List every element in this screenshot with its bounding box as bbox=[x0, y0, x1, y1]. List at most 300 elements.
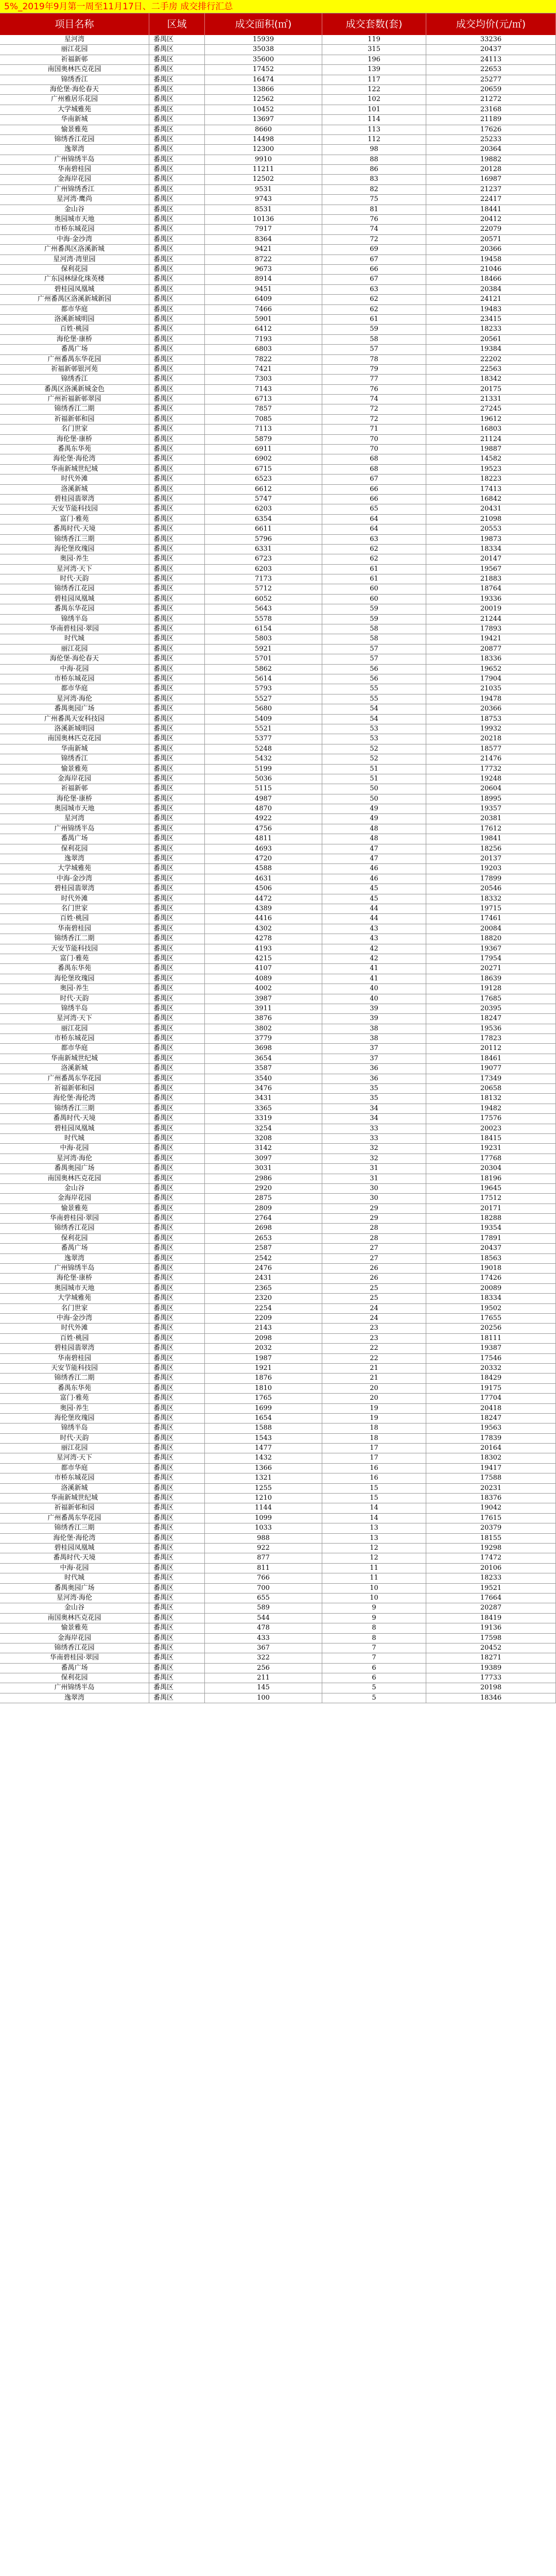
table-row bbox=[0, 1394, 556, 1403]
cell-area: 1432 bbox=[205, 1453, 322, 1463]
cell-avg-price: 17733 bbox=[426, 1673, 556, 1683]
table-row bbox=[0, 864, 556, 874]
cell-units: 72 bbox=[322, 235, 426, 244]
cell-area: 100 bbox=[205, 1693, 322, 1703]
cell-district: 番禺区 bbox=[149, 275, 205, 284]
cell-avg-price: 20381 bbox=[426, 814, 556, 823]
cell-avg-price: 20877 bbox=[426, 645, 556, 654]
cell-project-name: 奥园城市天地 bbox=[0, 215, 149, 224]
cell-units: 46 bbox=[322, 864, 426, 873]
cell-district: 番禺区 bbox=[149, 565, 205, 574]
cell-area: 1255 bbox=[205, 1484, 322, 1493]
cell-project-name: 锦绣香江二期 bbox=[0, 1374, 149, 1383]
cell-district: 番禺区 bbox=[149, 1623, 205, 1633]
cell-district: 番禺区 bbox=[149, 814, 205, 823]
cell-units: 49 bbox=[322, 804, 426, 814]
cell-district: 番禺区 bbox=[149, 1304, 205, 1313]
cell-avg-price: 19563 bbox=[426, 1423, 556, 1433]
cell-avg-price: 19357 bbox=[426, 804, 556, 814]
cell-area: 5921 bbox=[205, 645, 322, 654]
cell-district: 番禺区 bbox=[149, 794, 205, 804]
cell-avg-price: 17893 bbox=[426, 624, 556, 634]
cell-area: 5199 bbox=[205, 765, 322, 774]
cell-district: 番禺区 bbox=[149, 295, 205, 304]
cell-avg-price: 18288 bbox=[426, 1214, 556, 1223]
cell-area: 7193 bbox=[205, 335, 322, 344]
cell-avg-price: 20553 bbox=[426, 524, 556, 534]
cell-avg-price: 18577 bbox=[426, 744, 556, 754]
cell-district: 番禺区 bbox=[149, 435, 205, 444]
cell-units: 66 bbox=[322, 265, 426, 274]
cell-area: 811 bbox=[205, 1564, 322, 1573]
cell-units: 39 bbox=[322, 1014, 426, 1023]
cell-area: 4002 bbox=[205, 984, 322, 993]
cell-district: 番禺区 bbox=[149, 884, 205, 893]
cell-avg-price: 20112 bbox=[426, 1044, 556, 1053]
table-row bbox=[0, 1274, 556, 1283]
cell-district: 番禺区 bbox=[149, 1464, 205, 1473]
cell-units: 41 bbox=[322, 964, 426, 973]
cell-district: 番禺区 bbox=[149, 1484, 205, 1493]
cell-project-name: 祈福新邨和园 bbox=[0, 1503, 149, 1513]
cell-units: 53 bbox=[322, 734, 426, 743]
cell-project-name: 星河湾·湾里园 bbox=[0, 255, 149, 264]
cell-district: 番禺区 bbox=[149, 1664, 205, 1673]
cell-units: 72 bbox=[322, 415, 426, 424]
table-row bbox=[0, 814, 556, 824]
cell-units: 50 bbox=[322, 794, 426, 804]
cell-area: 1033 bbox=[205, 1523, 322, 1533]
cell-project-name: 星河湾·海伦 bbox=[0, 1154, 149, 1163]
cell-project-name: 碧桂园翡翠湾 bbox=[0, 1344, 149, 1353]
cell-avg-price: 18461 bbox=[426, 1054, 556, 1063]
cell-area: 5643 bbox=[205, 604, 322, 614]
cell-district: 番禺区 bbox=[149, 704, 205, 714]
cell-avg-price: 21476 bbox=[426, 754, 556, 764]
cell-avg-price: 17546 bbox=[426, 1354, 556, 1363]
cell-units: 52 bbox=[322, 744, 426, 754]
cell-district: 番禺区 bbox=[149, 1514, 205, 1523]
cell-area: 5747 bbox=[205, 495, 322, 504]
cell-project-name: 番禺时代·天境 bbox=[0, 1553, 149, 1563]
cell-district: 番禺区 bbox=[149, 674, 205, 684]
cell-avg-price: 19502 bbox=[426, 1304, 556, 1313]
cell-district: 番禺区 bbox=[149, 1473, 205, 1483]
cell-project-name: 时代外滩 bbox=[0, 474, 149, 484]
cell-area: 4631 bbox=[205, 874, 322, 884]
cell-area: 1144 bbox=[205, 1503, 322, 1513]
cell-units: 25 bbox=[322, 1294, 426, 1303]
table-row bbox=[0, 624, 556, 634]
cell-project-name: 锦绣香江 bbox=[0, 375, 149, 384]
cell-project-name: 祈福新邨和园 bbox=[0, 1084, 149, 1093]
table-row bbox=[0, 604, 556, 614]
cell-project-name: 中海·金沙湾 bbox=[0, 1314, 149, 1323]
cell-avg-price: 18247 bbox=[426, 1014, 556, 1023]
cell-district: 番禺区 bbox=[149, 994, 205, 1004]
cell-units: 70 bbox=[322, 435, 426, 444]
cell-units: 41 bbox=[322, 974, 426, 984]
cell-units: 30 bbox=[322, 1184, 426, 1193]
table-row bbox=[0, 754, 556, 764]
cell-project-name: 时代城 bbox=[0, 1573, 149, 1583]
table-row bbox=[0, 1244, 556, 1253]
cell-units: 68 bbox=[322, 454, 426, 464]
cell-district: 番禺区 bbox=[149, 245, 205, 254]
table-row bbox=[0, 1294, 556, 1303]
cell-area: 6203 bbox=[205, 504, 322, 514]
cell-district: 番禺区 bbox=[149, 1124, 205, 1133]
cell-area: 766 bbox=[205, 1573, 322, 1583]
table-row bbox=[0, 665, 556, 674]
cell-area: 15939 bbox=[205, 35, 322, 44]
cell-area: 589 bbox=[205, 1603, 322, 1613]
table-row bbox=[0, 1573, 556, 1583]
cell-district: 番禺区 bbox=[149, 355, 205, 364]
cell-district: 番禺区 bbox=[149, 1643, 205, 1653]
table-row bbox=[0, 1144, 556, 1154]
cell-units: 62 bbox=[322, 305, 426, 314]
cell-units: 49 bbox=[322, 814, 426, 823]
cell-district: 番禺区 bbox=[149, 1044, 205, 1053]
table-row bbox=[0, 1194, 556, 1204]
cell-avg-price: 18639 bbox=[426, 974, 556, 984]
cell-district: 番禺区 bbox=[149, 784, 205, 793]
cell-district: 番禺区 bbox=[149, 584, 205, 594]
cell-district: 番禺区 bbox=[149, 55, 205, 64]
table-row bbox=[0, 1044, 556, 1054]
table-row bbox=[0, 1234, 556, 1244]
cell-units: 11 bbox=[322, 1573, 426, 1583]
cell-project-name: 富门·雅苑 bbox=[0, 1394, 149, 1403]
cell-area: 2764 bbox=[205, 1214, 322, 1223]
table-row bbox=[0, 35, 556, 45]
cell-project-name: 名门世家 bbox=[0, 425, 149, 434]
cell-units: 71 bbox=[322, 425, 426, 434]
table-row bbox=[0, 504, 556, 514]
cell-units: 7 bbox=[322, 1653, 426, 1663]
cell-area: 13866 bbox=[205, 85, 322, 94]
cell-units: 61 bbox=[322, 315, 426, 324]
cell-district: 番禺区 bbox=[149, 904, 205, 913]
cell-area: 5701 bbox=[205, 654, 322, 664]
cell-units: 63 bbox=[322, 285, 426, 294]
cell-project-name: 广州锦绣香江 bbox=[0, 185, 149, 194]
cell-project-name: 时代外滩 bbox=[0, 1324, 149, 1333]
cell-avg-price: 21244 bbox=[426, 615, 556, 624]
cell-avg-price: 19932 bbox=[426, 724, 556, 734]
cell-project-name: 奥园·养生 bbox=[0, 984, 149, 993]
cell-district: 番禺区 bbox=[149, 1254, 205, 1263]
cell-district: 番禺区 bbox=[149, 774, 205, 784]
cell-area: 5527 bbox=[205, 694, 322, 704]
cell-avg-price: 18111 bbox=[426, 1334, 556, 1343]
cell-project-name: 番禺东华苑 bbox=[0, 445, 149, 454]
cell-avg-price: 19417 bbox=[426, 1464, 556, 1473]
table-row bbox=[0, 1264, 556, 1274]
cell-district: 番禺区 bbox=[149, 724, 205, 734]
table-row bbox=[0, 615, 556, 624]
table-row bbox=[0, 974, 556, 984]
cell-units: 16 bbox=[322, 1464, 426, 1473]
cell-avg-price: 18820 bbox=[426, 934, 556, 943]
table-row bbox=[0, 1693, 556, 1703]
cell-units: 29 bbox=[322, 1214, 426, 1223]
cell-area: 6523 bbox=[205, 474, 322, 484]
table-row bbox=[0, 404, 556, 414]
cell-avg-price: 19652 bbox=[426, 665, 556, 674]
header-avg-price: 成交均价(元/㎡) bbox=[426, 13, 556, 35]
table-row bbox=[0, 674, 556, 684]
table-row bbox=[0, 1614, 556, 1623]
cell-avg-price: 17512 bbox=[426, 1194, 556, 1203]
cell-units: 13 bbox=[322, 1523, 426, 1533]
table-row bbox=[0, 535, 556, 545]
table-row bbox=[0, 465, 556, 474]
cell-area: 7857 bbox=[205, 404, 322, 414]
cell-area: 1654 bbox=[205, 1414, 322, 1423]
cell-avg-price: 19478 bbox=[426, 694, 556, 704]
cell-district: 番禺区 bbox=[149, 1284, 205, 1293]
cell-avg-price: 18334 bbox=[426, 1294, 556, 1303]
cell-district: 番禺区 bbox=[149, 205, 205, 214]
cell-district: 番禺区 bbox=[149, 395, 205, 404]
cell-avg-price: 20395 bbox=[426, 1004, 556, 1013]
cell-project-name: 番禺广场 bbox=[0, 1664, 149, 1673]
cell-avg-price: 19203 bbox=[426, 864, 556, 873]
cell-avg-price: 22202 bbox=[426, 355, 556, 364]
cell-avg-price: 16803 bbox=[426, 425, 556, 434]
table-row bbox=[0, 944, 556, 954]
cell-units: 50 bbox=[322, 784, 426, 793]
cell-units: 59 bbox=[322, 325, 426, 334]
cell-area: 9531 bbox=[205, 185, 322, 194]
cell-units: 15 bbox=[322, 1484, 426, 1493]
cell-area: 8722 bbox=[205, 255, 322, 264]
cell-project-name: 华南新城 bbox=[0, 115, 149, 124]
cell-project-name: 海伦堡玫瑰园 bbox=[0, 1414, 149, 1423]
cell-project-name: 星河湾 bbox=[0, 814, 149, 823]
table-row bbox=[0, 1603, 556, 1613]
cell-project-name: 锦绣香江花园 bbox=[0, 1224, 149, 1233]
cell-avg-price: 17839 bbox=[426, 1434, 556, 1443]
cell-avg-price: 19882 bbox=[426, 155, 556, 164]
cell-units: 36 bbox=[322, 1064, 426, 1073]
cell-avg-price: 25233 bbox=[426, 135, 556, 144]
cell-avg-price: 17413 bbox=[426, 485, 556, 494]
cell-project-name: 广州锦绣半岛 bbox=[0, 824, 149, 834]
cell-units: 34 bbox=[322, 1104, 426, 1113]
cell-units: 23 bbox=[322, 1324, 426, 1333]
cell-area: 6611 bbox=[205, 524, 322, 534]
cell-project-name: 天安节能科技园 bbox=[0, 944, 149, 954]
cell-project-name: 番禺广场 bbox=[0, 834, 149, 843]
cell-units: 59 bbox=[322, 615, 426, 624]
cell-units: 66 bbox=[322, 485, 426, 494]
cell-area: 3431 bbox=[205, 1094, 322, 1103]
cell-units: 88 bbox=[322, 155, 426, 164]
table-row bbox=[0, 1254, 556, 1264]
cell-district: 番禺区 bbox=[149, 595, 205, 604]
table-row bbox=[0, 474, 556, 484]
cell-project-name: 锦绣香江花园 bbox=[0, 1643, 149, 1653]
cell-project-name: 锦绣香江 bbox=[0, 754, 149, 764]
cell-project-name: 华南碧桂园·翠园 bbox=[0, 1653, 149, 1663]
cell-units: 82 bbox=[322, 185, 426, 194]
cell-district: 番禺区 bbox=[149, 1384, 205, 1393]
table-row bbox=[0, 1094, 556, 1104]
cell-area: 5796 bbox=[205, 535, 322, 544]
cell-area: 5578 bbox=[205, 615, 322, 624]
cell-district: 番禺区 bbox=[149, 834, 205, 843]
cell-area: 4278 bbox=[205, 934, 322, 943]
table-row bbox=[0, 954, 556, 964]
cell-units: 8 bbox=[322, 1634, 426, 1643]
cell-avg-price: 20431 bbox=[426, 504, 556, 514]
cell-district: 番禺区 bbox=[149, 145, 205, 154]
cell-area: 2875 bbox=[205, 1194, 322, 1203]
cell-area: 6902 bbox=[205, 454, 322, 464]
table-row bbox=[0, 1623, 556, 1633]
cell-area: 1921 bbox=[205, 1364, 322, 1373]
cell-area: 7085 bbox=[205, 415, 322, 424]
cell-project-name: 时代·天韵 bbox=[0, 994, 149, 1004]
table-row bbox=[0, 1634, 556, 1643]
cell-units: 56 bbox=[322, 674, 426, 684]
cell-units: 43 bbox=[322, 924, 426, 934]
cell-units: 69 bbox=[322, 245, 426, 254]
cell-avg-price: 17461 bbox=[426, 914, 556, 923]
cell-district: 番禺区 bbox=[149, 1034, 205, 1043]
table-row bbox=[0, 724, 556, 734]
cell-area: 2209 bbox=[205, 1314, 322, 1323]
cell-project-name: 南国奥林匹克花园 bbox=[0, 65, 149, 74]
table-row bbox=[0, 205, 556, 215]
table-row bbox=[0, 1334, 556, 1344]
cell-units: 55 bbox=[322, 694, 426, 704]
table-row bbox=[0, 1514, 556, 1523]
cell-project-name: 洛溪新城 bbox=[0, 1064, 149, 1073]
cell-district: 番禺区 bbox=[149, 365, 205, 374]
table-row bbox=[0, 485, 556, 495]
cell-avg-price: 18346 bbox=[426, 1693, 556, 1703]
table-row bbox=[0, 195, 556, 205]
cell-project-name: 逸翠湾 bbox=[0, 1693, 149, 1703]
cell-units: 18 bbox=[322, 1423, 426, 1433]
cell-project-name: 市桥东城花园 bbox=[0, 674, 149, 684]
cell-units: 23 bbox=[322, 1334, 426, 1343]
cell-area: 2365 bbox=[205, 1284, 322, 1293]
table-row bbox=[0, 325, 556, 334]
cell-avg-price: 20412 bbox=[426, 215, 556, 224]
cell-area: 3587 bbox=[205, 1064, 322, 1073]
cell-project-name: 广州番禺东华花园 bbox=[0, 1514, 149, 1523]
cell-units: 47 bbox=[322, 844, 426, 854]
cell-avg-price: 18753 bbox=[426, 715, 556, 724]
table-row bbox=[0, 235, 556, 245]
cell-units: 39 bbox=[322, 1004, 426, 1013]
cell-area: 433 bbox=[205, 1634, 322, 1643]
cell-units: 7 bbox=[322, 1643, 426, 1653]
cell-avg-price: 33236 bbox=[426, 35, 556, 44]
table-row bbox=[0, 1034, 556, 1044]
cell-units: 33 bbox=[322, 1134, 426, 1143]
cell-area: 4720 bbox=[205, 854, 322, 863]
table-row bbox=[0, 245, 556, 255]
cell-district: 番禺区 bbox=[149, 1634, 205, 1643]
cell-project-name: 海伦堡·海伦春天 bbox=[0, 654, 149, 664]
cell-district: 番禺区 bbox=[149, 964, 205, 973]
cell-project-name: 番禺时代·天境 bbox=[0, 1114, 149, 1123]
cell-district: 番禺区 bbox=[149, 654, 205, 664]
cell-district: 番禺区 bbox=[149, 554, 205, 564]
cell-avg-price: 17626 bbox=[426, 125, 556, 134]
cell-district: 番禺区 bbox=[149, 1573, 205, 1583]
cell-area: 4089 bbox=[205, 974, 322, 984]
cell-units: 6 bbox=[322, 1673, 426, 1683]
cell-project-name: 南国奥林匹克花园 bbox=[0, 734, 149, 743]
cell-units: 38 bbox=[322, 1024, 426, 1033]
table-row bbox=[0, 1074, 556, 1084]
cell-district: 番禺区 bbox=[149, 1404, 205, 1413]
cell-project-name: 大学城雅苑 bbox=[0, 864, 149, 873]
cell-district: 番禺区 bbox=[149, 1423, 205, 1433]
cell-project-name: 中海·花园 bbox=[0, 1144, 149, 1153]
cell-units: 315 bbox=[322, 45, 426, 54]
cell-district: 番禺区 bbox=[149, 765, 205, 774]
cell-units: 20 bbox=[322, 1394, 426, 1403]
table-row bbox=[0, 255, 556, 265]
cell-project-name: 碧桂园凤凰城 bbox=[0, 1544, 149, 1553]
cell-project-name: 保利花园 bbox=[0, 1673, 149, 1683]
table-row bbox=[0, 804, 556, 814]
cell-avg-price: 20418 bbox=[426, 1404, 556, 1413]
cell-project-name: 南国奥林匹克花园 bbox=[0, 1174, 149, 1183]
cell-avg-price: 18415 bbox=[426, 1134, 556, 1143]
table-row bbox=[0, 1584, 556, 1594]
cell-units: 42 bbox=[322, 944, 426, 954]
cell-district: 番禺区 bbox=[149, 495, 205, 504]
cell-project-name: 丽江花园 bbox=[0, 1444, 149, 1453]
cell-avg-price: 18429 bbox=[426, 1374, 556, 1383]
cell-units: 66 bbox=[322, 495, 426, 504]
cell-project-name: 市桥东城花园 bbox=[0, 1473, 149, 1483]
cell-units: 77 bbox=[322, 375, 426, 384]
cell-project-name: 金海岸花园 bbox=[0, 774, 149, 784]
cell-area: 6354 bbox=[205, 515, 322, 524]
cell-project-name: 名门世家 bbox=[0, 904, 149, 913]
cell-district: 番禺区 bbox=[149, 415, 205, 424]
cell-area: 3779 bbox=[205, 1034, 322, 1043]
cell-project-name: 南国奥林匹克花园 bbox=[0, 1614, 149, 1623]
table-row bbox=[0, 1344, 556, 1353]
cell-units: 35 bbox=[322, 1094, 426, 1103]
cell-units: 24 bbox=[322, 1314, 426, 1323]
cell-units: 11 bbox=[322, 1564, 426, 1573]
cell-area: 6723 bbox=[205, 554, 322, 564]
cell-avg-price: 19841 bbox=[426, 834, 556, 843]
cell-project-name: 锦绣香江花园 bbox=[0, 135, 149, 144]
table-row bbox=[0, 1184, 556, 1194]
cell-district: 番禺区 bbox=[149, 1004, 205, 1013]
table-row bbox=[0, 1434, 556, 1444]
cell-avg-price: 18247 bbox=[426, 1414, 556, 1423]
cell-avg-price: 22563 bbox=[426, 365, 556, 374]
cell-avg-price: 19175 bbox=[426, 1384, 556, 1393]
cell-project-name: 金海岸花园 bbox=[0, 175, 149, 184]
cell-units: 20 bbox=[322, 1384, 426, 1393]
cell-units: 75 bbox=[322, 195, 426, 204]
